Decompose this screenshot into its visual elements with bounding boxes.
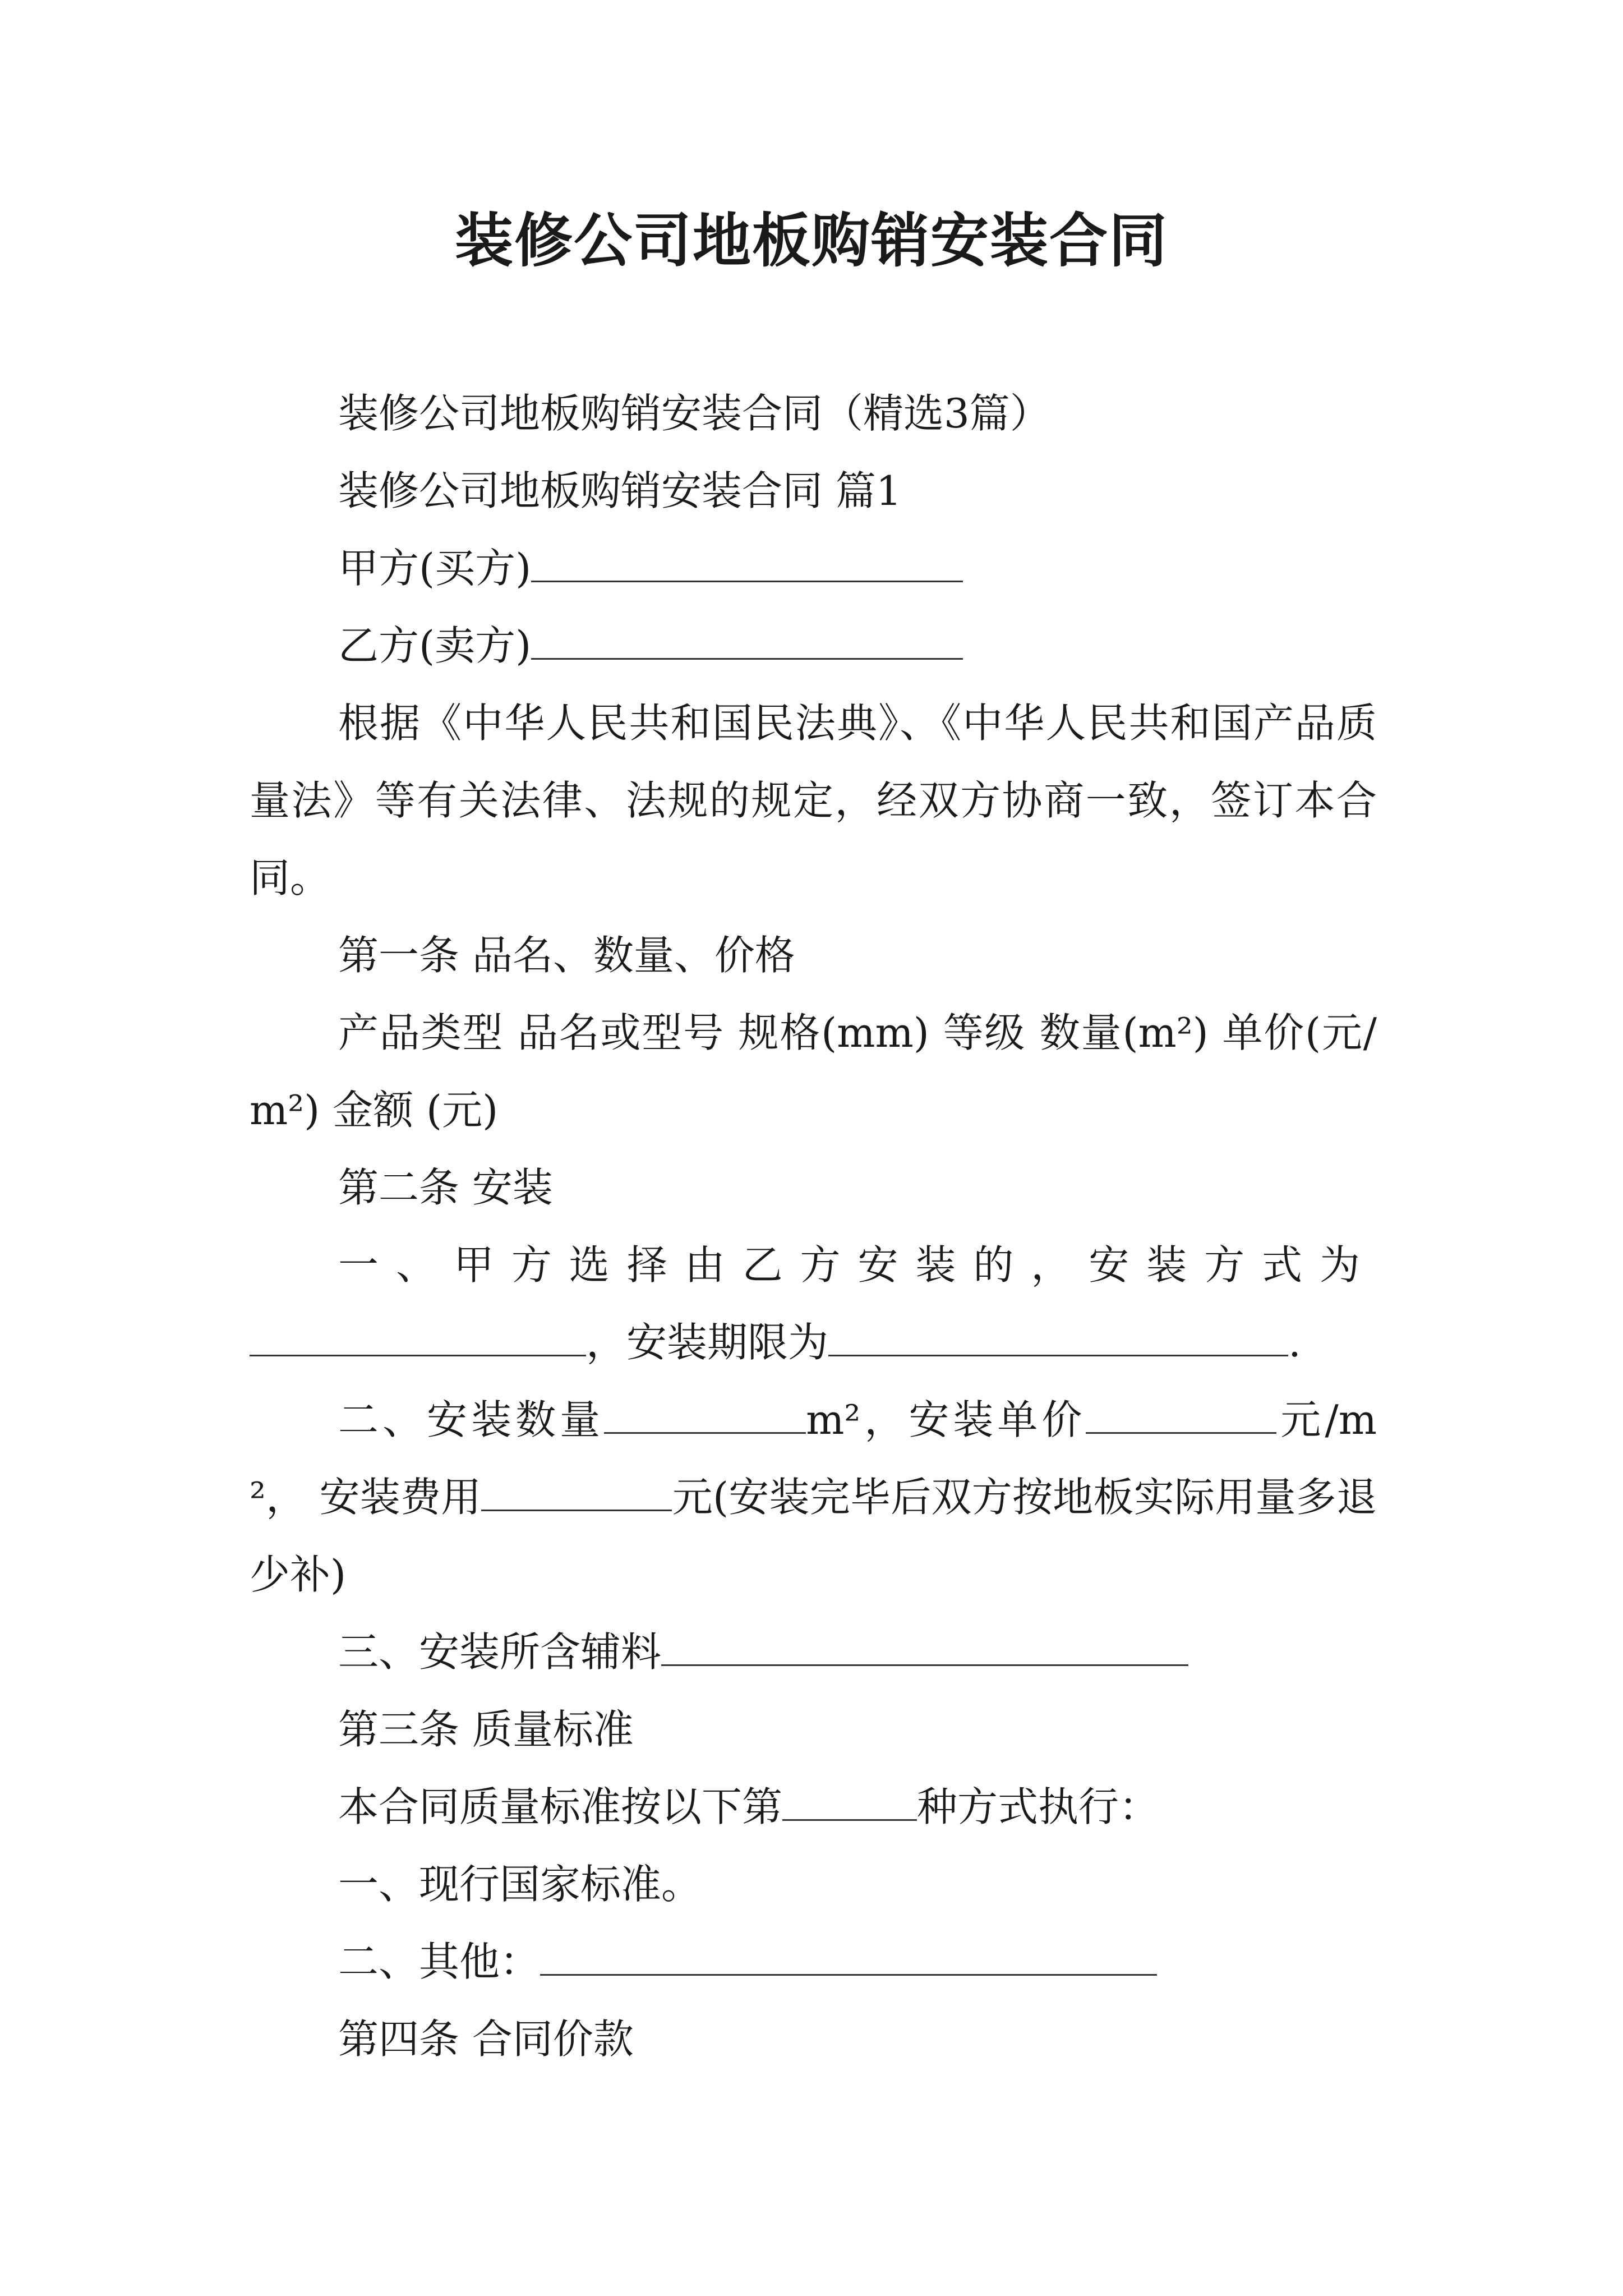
quality-option-blank (782, 1782, 917, 1821)
article2-item3 (250, 1613, 1377, 1691)
article2-item1-text-a: 一、甲方选择由乙方安装的，安装方式为 (338, 1241, 1377, 1289)
install-quantity-blank (604, 1395, 806, 1434)
article2-item1-text-b: ，安装期限为 (586, 1319, 829, 1366)
install-period-blank (828, 1318, 1288, 1356)
install-unit-price-blank (1086, 1395, 1276, 1434)
article3-item1: 一、现行国家标准。 (338, 1861, 702, 1908)
article3-line (250, 1768, 1377, 1846)
section-heading: 装修公司地板购销安装合同 篇1 (338, 467, 902, 514)
article4-title: 第四条 合同价款 (338, 2016, 634, 2063)
install-materials-blank (661, 1627, 1188, 1666)
article2-item1 (250, 1226, 1377, 1381)
install-fee-blank (481, 1473, 672, 1511)
article2-item2-text-b: m²，安装单价 (806, 1396, 1086, 1443)
article1-table-header: 产品类型 品名或型号 规格(mm) 等级 数量(m²) 单价(元/m²) 金额 (元) (250, 1009, 1377, 1134)
intro-paragraph: 根据《中华人民共和国民法典》、《中华人民共和国产品质量法》等有关法律、法规的规定，经双方协商一致，签订本合同。 (250, 700, 1377, 901)
party-b-blank (531, 621, 963, 660)
party-b-label: 乙方(卖方) (338, 622, 532, 669)
article2-item2 (250, 1381, 1377, 1613)
article3-title: 第三条 质量标准 (338, 1706, 634, 1753)
article2-item2-text-d: 元(安装完毕后双方按地板实际用量多退少补) (250, 1474, 1377, 1598)
install-method-blank (250, 1318, 586, 1356)
party-b-line (250, 607, 1377, 684)
article2-item1-text-c: . (1288, 1319, 1301, 1366)
article2-item2-text-c: 元/m²， 安装费用 (250, 1396, 1377, 1521)
party-a-blank (531, 544, 963, 582)
document-body (250, 375, 1377, 2078)
subtitle-paragraph: 装修公司地板购销安装合同（精选3篇） (338, 390, 1050, 437)
article2-item3-text: 三、安装所含辅料 (338, 1628, 662, 1676)
document-title: 装修公司地板购销安装合同 (454, 206, 1168, 275)
article3-item2-text: 二、其他： (338, 1938, 541, 1985)
article2-title: 第二条 安装 (338, 1164, 553, 1211)
article3-line-text-b: 种方式执行： (917, 1783, 1160, 1830)
article2-item2-text-a: 二、安装数量 (338, 1396, 605, 1443)
party-a-label: 甲方(买方) (338, 545, 532, 592)
party-a-line (250, 530, 1377, 607)
article1-title: 第一条 品名、数量、价格 (338, 932, 795, 979)
other-standard-blank (540, 1937, 1157, 1976)
article3-line-text-a: 本合同质量标准按以下第 (338, 1783, 783, 1830)
article3-item2 (250, 1923, 1377, 2000)
